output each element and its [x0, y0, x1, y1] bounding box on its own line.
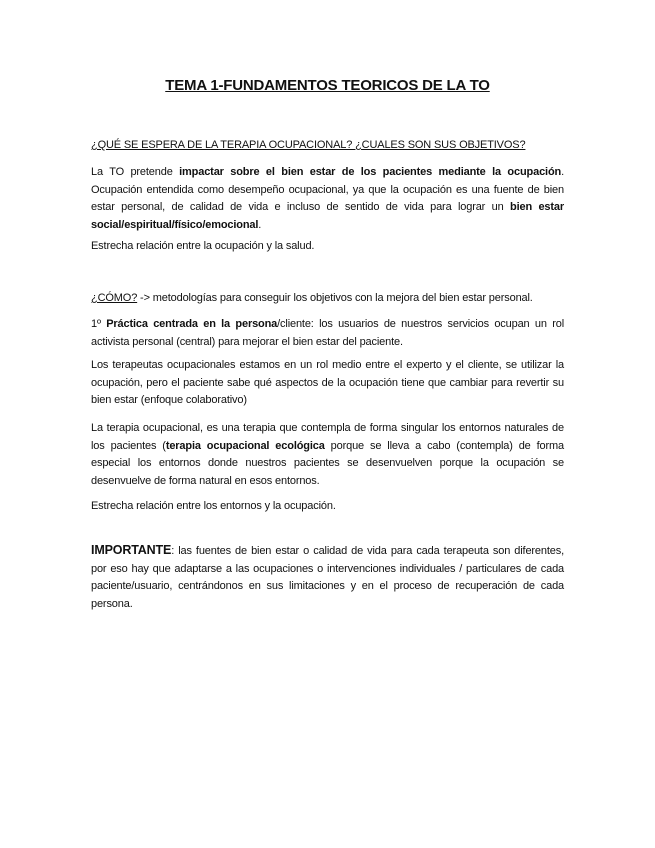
emphasis-person-centered: Práctica centrada en la persona: [106, 318, 278, 330]
emphasis-impact: impactar sobre el bien estar de los pacientes mediante la ocupación: [179, 166, 562, 178]
section1-paragraph-1: La TO pretende impactar sobre el bien estar de los pacientes mediante la ocupación. Ocupación entendida como desempeño ocupacional, ya que la ocupación es una fuente de bien estar personal, de calidad de vida e incluso de sentido de vida para lograr un bien estar social/espiritual/físico/emocional.: [91, 166, 565, 231]
document-title: TEMA 1-FUNDAMENTOS TEORICOS DE LA TO: [165, 77, 490, 94]
important-paragraph: IMPORTANTE: las fuentes de bien estar o calidad de vida para cada terapeuta son diferentes, por eso hay que adaptarse a las ocupaciones o intervenciones individuales / particulares de cada paciente/usuario, centrándonos en sus limitaciones y en el proceso de recuperación de cada persona.: [91, 543, 564, 610]
section2-heading: ¿CÓMO? -> metodologías para conseguir los objetivos con la mejora del bien estar personal.: [91, 292, 533, 304]
emphasis-ecological: terapia ocupacional ecológica: [165, 439, 325, 452]
section1-paragraph-2: Estrecha relación entre la ocupación y la salud.: [91, 240, 315, 252]
section2-paragraph-1: 1º Práctica centrada en la persona/cliente: los usuarios de nuestros servicios ocupan un rol activista personal (central) para mejorar el bien estar del paciente.: [91, 318, 564, 348]
emphasis-wellbeing: bien estar social/espiritual/físico/emocional: [91, 201, 565, 231]
section2-paragraph-4: Estrecha relación entre los entornos y la ocupación.: [91, 500, 336, 512]
section2-heading-label: ¿CÓMO?: [91, 292, 138, 304]
section2-paragraph-3: La terapia ocupacional, es una terapia que contempla de forma singular los entornos naturales de los pacientes (terapia ocupacional ecológica porque se lleva a cabo (contempla) de forma especial los entornos donde nuestros pacientes se desenvuelven porque la ocupación se desenvuelve de forma natural en esos entornos.: [91, 422, 564, 487]
section2-paragraph-2: Los terapeutas ocupacionales estamos en un rol medio entre el experto y el cliente, se utilizar la ocupación, pero el paciente sabe qué aspectos de la ocupación tiene que cambiar para revertir su bien estar (enfoque colaborativo): [91, 359, 564, 406]
section1-heading: ¿QUÉ SE ESPERA DE LA TERAPIA OCUPACIONAL? ¿CUALES SON SUS OBJETIVOS?: [91, 139, 526, 151]
important-label: IMPORTANTE: [91, 543, 172, 557]
